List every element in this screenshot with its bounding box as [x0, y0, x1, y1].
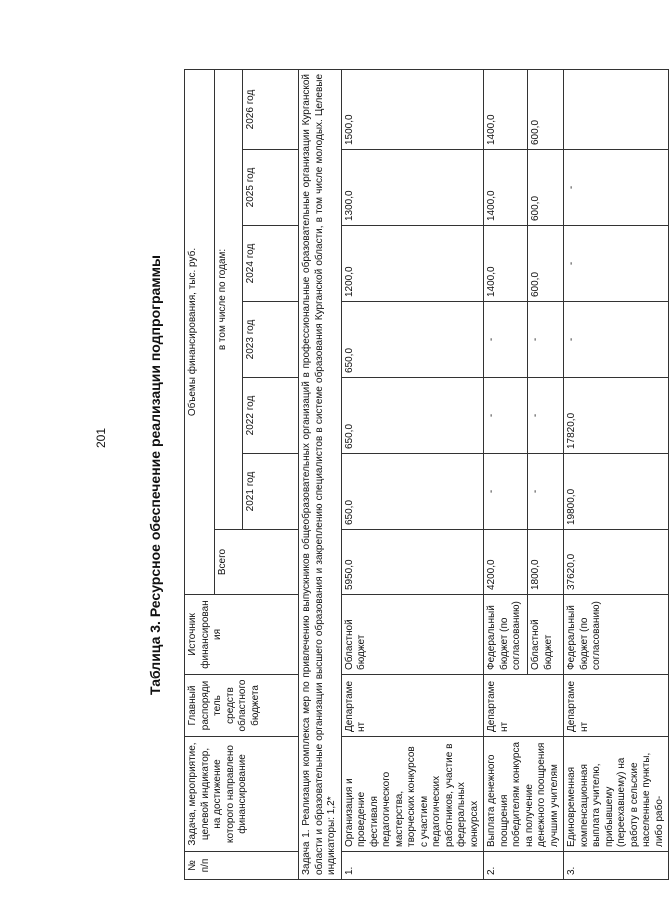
- header-num: № п/п: [185, 852, 299, 880]
- row-total: 1800,0: [528, 530, 564, 595]
- table-row: [564, 69, 669, 879]
- row-year-value: -: [528, 302, 564, 378]
- row-year-value: 17820,0: [564, 378, 669, 454]
- row-year-value: [564, 69, 669, 149]
- row-event: Организация и проведение фестиваля педагогического мастерства, творческих конкурсов с участием педагогических работников, участие в федеральных конкурсах: [341, 737, 484, 852]
- row-year-value: 600,0: [528, 226, 564, 302]
- header-volumes: Объемы финансирования, тыс. руб.: [185, 69, 215, 594]
- row-total: 5950,0: [341, 530, 484, 595]
- row-year-value: -: [484, 302, 528, 378]
- row-num: 2.: [484, 852, 564, 880]
- header-year: 2024 год: [243, 226, 299, 302]
- header-source: Источник финансирования: [185, 595, 299, 675]
- header-by-years: в том числе по годам:: [215, 69, 243, 529]
- header-year: 2021 год: [243, 454, 299, 530]
- row-year-value: 1500,0: [341, 69, 484, 149]
- header-total: Всего: [215, 530, 299, 595]
- row-event: Выплата денежного поощрения победителям конкурса на получение денежного поощрения лучшим учителям: [484, 737, 564, 852]
- row-year-value: 1200,0: [341, 226, 484, 302]
- row-year-value: -: [528, 378, 564, 454]
- row-year-value: 650,0: [341, 378, 484, 454]
- row-year-value: 650,0: [341, 302, 484, 378]
- row-source: Областной бюджет: [528, 595, 564, 675]
- header-year: 2026 год: [243, 69, 299, 149]
- row-manager: Департамент: [341, 675, 484, 737]
- header-year: 2022 год: [243, 378, 299, 454]
- task-description: Задача 1. Реализация комплекса мер по привлечению выпускников общеобразовательных организаций в профессиональные образовательные организации Курганской области и образовательные организации высшего образования и закреплению специалистов в системе образования Курганской области, в том числе молодых. Целевые индикаторы: 1,2*: [299, 69, 342, 879]
- row-year-value: 1400,0: [484, 150, 528, 226]
- row-total: 4200,0: [484, 530, 528, 595]
- row-year-value: 1400,0: [484, 226, 528, 302]
- row-year-value: -: [484, 454, 528, 530]
- table-row: [341, 69, 484, 879]
- header-task: Задача, мероприятие, целевой индикатор, на достижение которого направлено финансирование: [185, 737, 299, 852]
- row-year-value: 1400,0: [484, 69, 528, 149]
- row-source: Федеральный бюджет (по согласованию): [564, 595, 669, 675]
- row-num: 1.: [341, 852, 484, 880]
- row-source: Федеральный бюджет (по согласованию): [484, 595, 528, 675]
- row-num: 3.: [564, 852, 669, 880]
- row-year-value: 600,0: [528, 150, 564, 226]
- row-year-value: -: [564, 226, 669, 302]
- header-year: 2023 год: [243, 302, 299, 378]
- row-year-value: 600,0: [528, 69, 564, 149]
- row-year-value: -: [564, 150, 669, 226]
- row-year-value: -: [484, 378, 528, 454]
- row-manager: Департамент: [484, 675, 564, 737]
- row-year-value: 650,0: [341, 454, 484, 530]
- row-year-value: 1300,0: [341, 150, 484, 226]
- header-year: 2025 год: [243, 150, 299, 226]
- rotated-page-content: [140, 70, 665, 880]
- resource-table: [184, 69, 669, 880]
- table-row: [484, 69, 528, 879]
- row-total: 37620,0: [564, 530, 669, 595]
- page-number: 201: [94, 427, 108, 448]
- table-title: Таблица 3. Ресурсное обеспечение реализации подпрограммы: [147, 255, 163, 695]
- row-year-value: -: [564, 302, 669, 378]
- row-year-value: -: [528, 454, 564, 530]
- row-event: Единовременная компенсационная выплата учителю, прибывшему (переехавшему) на работу в сельские населенные пункты, либо рабо-: [564, 737, 669, 852]
- row-year-value: 19800,0: [564, 454, 669, 530]
- row-manager: Департамент: [564, 675, 669, 737]
- header-manager: Главный распорядитель средств областного бюджета: [185, 675, 299, 737]
- row-source: Областной бюджет: [341, 595, 484, 675]
